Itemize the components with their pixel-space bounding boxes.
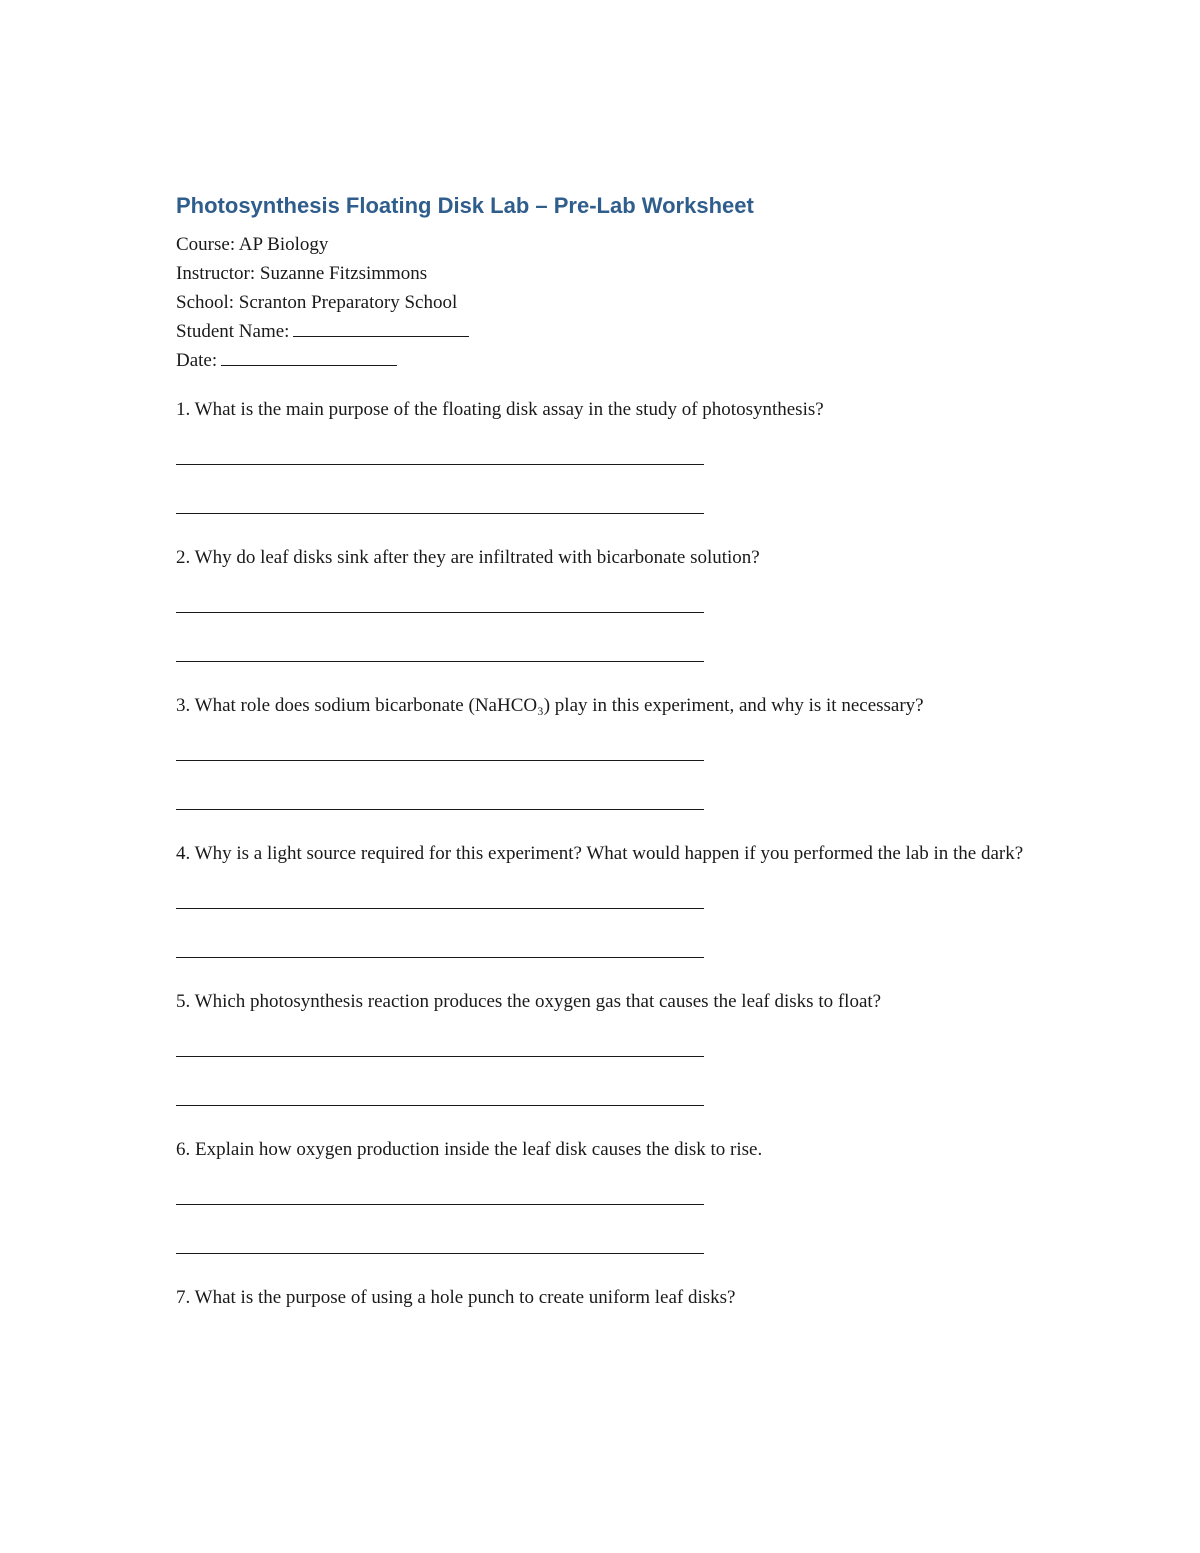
instructor-line: Instructor: Suzanne Fitzsimmons xyxy=(176,263,428,284)
answer-line[interactable] xyxy=(176,1056,704,1057)
question-text: 5. Which photosynthesis reaction produces the oxygen gas that causes the leaf disks to float? xyxy=(176,991,882,1012)
question-text: 2. Why do leaf disks sink after they are infiltrated with bicarbonate solution? xyxy=(176,547,760,568)
question-text: 1. What is the main purpose of the floating disk assay in the study of photosynthesis? xyxy=(176,399,824,420)
answer-line[interactable] xyxy=(176,612,704,613)
answer-line[interactable] xyxy=(176,464,704,465)
question-1 xyxy=(176,395,1036,514)
answer-line[interactable] xyxy=(176,1253,704,1254)
question-text: 4. Why is a light source required for this experiment? What would happen if you performed the lab in the dark? xyxy=(176,843,1024,864)
student-name-label: Student Name: xyxy=(176,321,290,342)
answer-line[interactable] xyxy=(176,1105,704,1106)
date-label: Date: xyxy=(176,350,218,371)
worksheet-page xyxy=(176,190,1036,1313)
question-7 xyxy=(176,1283,1036,1313)
answer-line[interactable] xyxy=(176,513,704,514)
question-2 xyxy=(176,543,1036,662)
course-line: Course: AP Biology xyxy=(176,234,329,255)
question-6 xyxy=(176,1135,1036,1254)
question-4 xyxy=(176,839,1036,958)
question-text: 3. What role does sodium bicarbonate (NaHCO₃) play in this experiment, and why is it necessary? xyxy=(176,695,924,716)
question-text: 6. Explain how oxygen production inside the leaf disk causes the disk to rise. xyxy=(176,1139,763,1160)
student-name-blank[interactable] xyxy=(293,318,469,337)
answer-line[interactable] xyxy=(176,908,704,909)
question-list xyxy=(176,395,1036,1313)
answer-line[interactable] xyxy=(176,809,704,810)
question-3 xyxy=(176,691,1036,810)
answer-line[interactable] xyxy=(176,760,704,761)
student-name-line xyxy=(176,317,1036,346)
date-blank[interactable] xyxy=(221,347,397,366)
answer-line[interactable] xyxy=(176,957,704,958)
answer-line[interactable] xyxy=(176,661,704,662)
question-text: 7. What is the purpose of using a hole punch to create uniform leaf disks? xyxy=(176,1287,736,1308)
answer-line[interactable] xyxy=(176,1204,704,1205)
school-line: School: Scranton Preparatory School xyxy=(176,292,458,313)
worksheet-title: Photosynthesis Floating Disk Lab – Pre-Lab Worksheet xyxy=(176,193,754,218)
date-line xyxy=(176,346,1036,375)
question-5 xyxy=(176,987,1036,1106)
